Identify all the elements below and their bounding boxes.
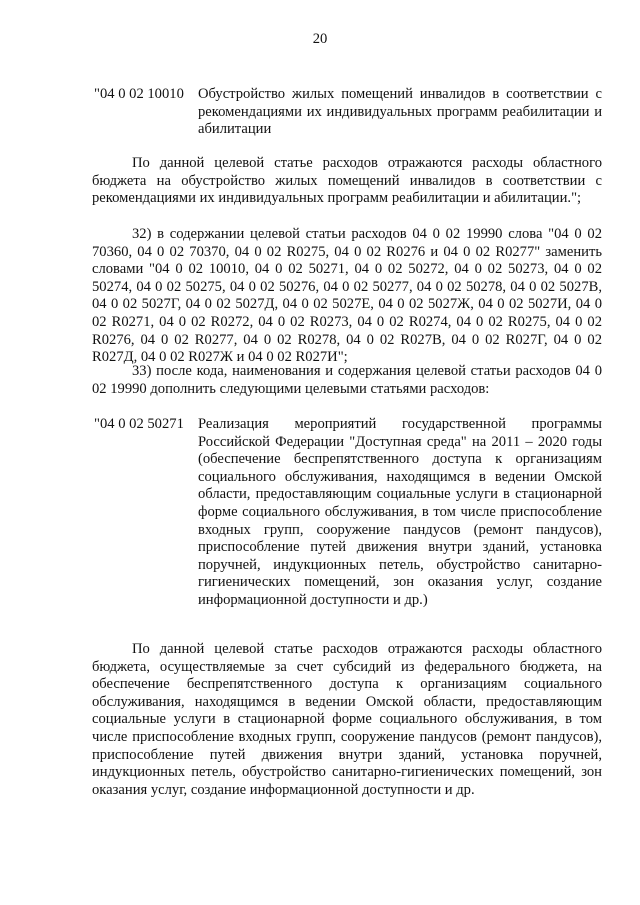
article-description: Обустройство жилых помещений инвалидов в соответствии с рекомендациями их индивидуальных программ реабилитации и абилитации bbox=[198, 86, 602, 138]
page-number: 20 bbox=[312, 31, 328, 47]
paragraph: 32) в содержании целевой статьи расходов 04 0 02 19990 слова "04 0 02 70360, 04 0 02 70370, 04 0 02 R0275, 04 0 02 R0276 и 04 0 02 R0277" заменить словами "04 0 02 10010, 04 0 02 50271, 04 0 02 50272, 04 0 02 50273, 04 0 02 50274, 04 0 02 50275, 04 0 02 50276, 04 0 02 50277, 04 0 02 50278, 04 0 02 5027В, 04 0 02 5027Г, 04 0 02 5027Д, 04 0 02 5027Е, 04 0 02 5027Ж, 04 0 02 5027И, 04 0 02 R0271, 04 0 02 R0272, 04 0 02 R0273, 04 0 02 R0274, 04 0 02 R0275, 04 0 02 R0276, 04 0 02 R0277, 04 0 02 R0278, 04 0 02 R027В, 04 0 02 R027Г, 04 0 02 R027Д, 04 0 02 R027Ж и 04 0 02 R027И"; bbox=[92, 226, 602, 366]
article-description: Реализация мероприятий государственной программы Российской Федерации "Доступная среда" на 2011 – 2020 годы (обеспечение беспрепятственного доступа к организациям социального обслуживания, находящимся в ведении Омской области, предоставляющим социальные услуги в стационарной форме социального обслуживания, в том числе приспособление входных групп, сооружение пандусов (ремонт пандусов), приспособление путей движения внутри зданий, установка поручней, индукционных петель, обустройство санитарно-гигиенических помещений, зон оказания услуг, создание информационной доступности и др.) bbox=[198, 416, 602, 608]
paragraph: По данной целевой статье расходов отражаются расходы областного бюджета на обустройство жилых помещений инвалидов в соответствии с рекомендациями их индивидуальных программ реабилитации и абилитации."; bbox=[92, 155, 602, 207]
paragraph: 33) после кода, наименования и содержания целевой статьи расходов 04 0 02 19990 дополнить следующими целевыми статьями расходов: bbox=[92, 363, 602, 397]
target-article-entry bbox=[94, 86, 602, 139]
article-code: "04 0 02 50271 bbox=[94, 416, 184, 432]
paragraph: По данной целевой статье расходов отражаются расходы областного бюджета, осуществляемые за счет субсидий из федерального бюджета, на обеспечение беспрепятственного доступа к организациям социального обслуживания, находящимся в ведении Омской области, предоставляющим социальные услуги в стационарной форме социального обслуживания, в том числе приспособление входных групп, сооружение пандусов (ремонт пандусов), приспособление путей движения внутри зданий, установка поручней, индукционных петель, обустройство санитарно-гигиенических помещений, зон оказания услуг, создание информационной доступности и др. bbox=[92, 641, 602, 798]
article-code: "04 0 02 10010 bbox=[94, 86, 184, 102]
target-article-entry bbox=[94, 416, 602, 610]
